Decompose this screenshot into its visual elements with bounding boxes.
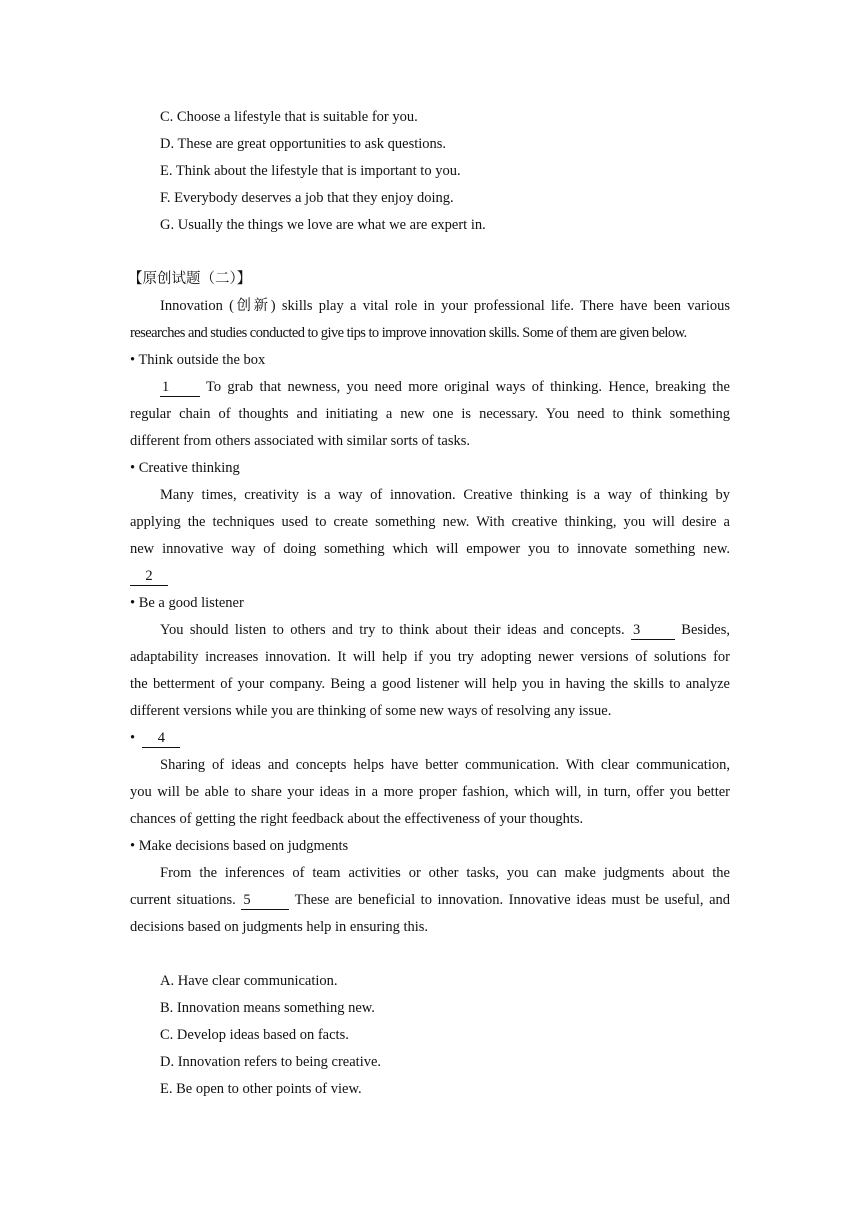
spacer — [130, 239, 730, 266]
option-line: E. Be open to other points of view. — [160, 1081, 362, 1097]
paragraph-line: decisions based on judgments help in ensuring this. — [130, 919, 429, 935]
text-run: To grab that newness, you need more original ways of thinking. Hence, breaking the — [200, 379, 730, 395]
paragraph-line: different versions while you are thinking of some new ways of resolving any issue. — [130, 703, 612, 719]
option-line: B. Innovation means something new. — [160, 1000, 375, 1016]
option-line: E. Think about the lifestyle that is important to you. — [160, 163, 461, 179]
paragraph-line: the betterment of your company. Being a good listener will help you in having the skills to analyze — [130, 676, 730, 692]
option-line: A. Have clear communication. — [160, 973, 338, 989]
paragraph-line: you will be able to share your ideas in a more proper fashion, which will, in turn, offer you better — [130, 784, 730, 800]
bullet-heading: • Creative thinking — [130, 460, 240, 476]
blank-1[interactable]: 1 — [160, 378, 200, 397]
paragraph-line — [130, 563, 730, 590]
paragraph-line: adaptability increases innovation. It will help if you try adopting newer versions of solutions for — [130, 649, 730, 665]
bullet-heading: • Make decisions based on judgments — [130, 838, 349, 854]
intro-line: researches and studies conducted to give tips to improve innovation skills. Some of them are given below. — [130, 325, 687, 341]
option-line: C. Choose a lifestyle that is suitable for you. — [160, 109, 418, 125]
blank-3[interactable]: 3 — [631, 621, 675, 640]
blank-4[interactable]: 4 — [142, 729, 180, 748]
paragraph-line: chances of getting the right feedback about the effectiveness of your thoughts. — [130, 811, 584, 827]
text-run: current situations. — [130, 892, 242, 908]
paragraph-line: Sharing of ideas and concepts helps have better communication. With clear communication, — [160, 757, 730, 773]
bullet-heading: • Think outside the box — [130, 352, 266, 368]
paragraph-line: regular chain of thoughts and initiating a new one is necessary. You need to think something — [130, 406, 730, 422]
option-line: C. Develop ideas based on facts. — [160, 1027, 349, 1043]
text-run: These are beneficial to innovation. Innovative ideas must be useful, and — [289, 892, 730, 908]
blank-2[interactable]: 2 — [130, 567, 168, 586]
option-line: D. Innovation refers to being creative. — [160, 1054, 382, 1070]
paragraph-line: From the inferences of team activities or other tasks, you can make judgments about the — [160, 865, 730, 881]
paragraph-line — [130, 374, 730, 401]
intro-line: Innovation (创新) skills play a vital role in your professional life. There have been various — [160, 298, 730, 314]
blank-5[interactable]: 5 — [241, 891, 289, 910]
paragraph-line: Many times, creativity is a way of innovation. Creative thinking is a way of thinking by — [160, 487, 730, 503]
bullet-heading — [130, 725, 730, 752]
option-line: G. Usually the things we love are what we are expert in. — [160, 217, 486, 233]
paragraph-line — [130, 617, 730, 644]
paragraph-line: applying the techniques used to create something new. With creative thinking, you will desire a — [130, 514, 730, 530]
paragraph-line: different from others associated with similar sorts of tasks. — [130, 433, 471, 449]
paragraph-line — [130, 887, 730, 914]
option-line: F. Everybody deserves a job that they enjoy doing. — [160, 190, 454, 206]
section-title: 【原创试题（二）】 — [128, 271, 252, 287]
bullet-heading: • Be a good listener — [130, 595, 244, 611]
text-run: You should listen to others and try to think about their ideas and concepts. — [160, 622, 631, 638]
option-line: D. These are great opportunities to ask questions. — [160, 136, 447, 152]
bullet-marker: • — [130, 730, 143, 746]
paragraph-line: new innovative way of doing something which will empower you to innovate something new. — [130, 541, 730, 557]
spacer — [130, 941, 730, 968]
document-content — [130, 104, 730, 1103]
text-run: Besides, — [674, 622, 730, 638]
